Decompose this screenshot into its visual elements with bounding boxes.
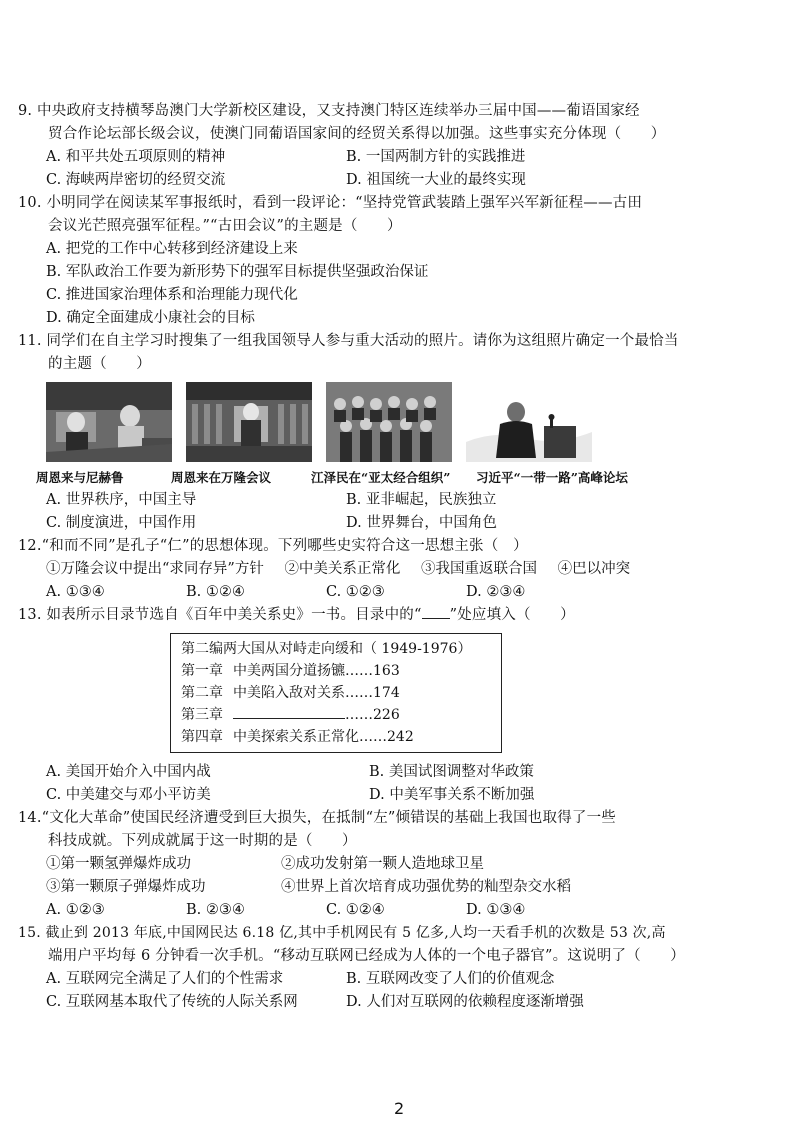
option-a: A. 世界秩序，中国主导 [46,492,197,508]
toc-blank-line [233,704,345,719]
option-b: B. 美国试图调整对华政策 [369,764,534,780]
caption-3: 江泽民在“亚太经合组织” [311,470,451,485]
option-b: B. ②③④ [186,902,245,918]
toc-chapter: 第四章 [181,729,223,745]
question-13-stem-part2: ”处应填入（ ） [449,607,575,623]
item-3: ③第一颗原子弹爆炸成功 [46,879,206,895]
question-15-options [18,968,648,1014]
question-9 [18,100,666,192]
question-13-stem-line1 [18,604,648,627]
question-11-stem-line2: 的主题（ ） [48,356,151,372]
question-14-items [18,853,648,899]
question-12-options [18,581,648,604]
question-15-stem-line2: 端用户平均每 6 分钟看一次手机。“移动互联网已经成为人体的一个电子器官”。这说明了（ ） [48,948,685,964]
question-9-options [18,146,648,192]
question-10 [18,192,648,330]
toc-title: 第二编两大国从对峙走向缓和（ 1949-1976） [181,641,472,657]
question-10-options [18,238,648,330]
question-10-stem-line1: 10. 小明同学在阅读某军事报纸时，看到一段评论：“坚持党管武装踏上强军兴军新征程——古田 [18,195,643,211]
page-number: 2 [394,1099,405,1118]
toc-row [181,704,493,726]
option-b: B. 一国两制方针的实践推进 [346,149,526,165]
option-c: C. 制度演进，中国作用 [46,515,197,531]
question-13 [18,604,648,807]
toc-entry: 中美陷入敌对关系……174 [233,685,400,701]
question-9-stem-line1: 9. 中央政府支持横琴岛澳门大学新校区建设，又支持澳门特区连续举办三届中国——葡语国家经 [18,103,640,119]
option-d: D. 人们对互联网的依赖程度逐渐增强 [346,994,584,1010]
item-4: ④巴以冲突 [557,561,631,577]
option-b: B. 互联网改变了人们的价值观念 [346,971,555,987]
table-of-contents [170,633,502,753]
option-a: A. 和平共处五项原则的精神 [46,149,226,165]
option-b: B. 军队政治工作要为新形势下的强军目标提供坚强政治保证 [46,264,429,280]
option-d: D. 中美军事关系不断加强 [369,787,535,803]
toc-entry: 中美探索关系正常化……242 [233,729,414,745]
option-b: B. 亚非崛起，民族独立 [346,492,497,508]
option-a: A. ①③④ [46,584,105,600]
option-c: C. 推进国家治理体系和治理能力现代化 [46,287,298,303]
option-c: C. 中美建交与邓小平访美 [46,787,211,803]
option-c: C. 海峡两岸密切的经贸交流 [46,172,226,188]
toc-chapter: 第一章 [181,663,223,679]
option-d: D. ①③④ [466,902,526,918]
question-13-options [18,761,648,807]
item-4: ④世界上首次培育成功强优势的籼型杂交水稻 [281,879,571,895]
question-12-stem-line1: 12.“和而不同”是孔子“仁”的思想体现。下列哪些史实符合这一思想主张（ ） [18,538,528,554]
option-b: B. ①②④ [186,584,245,600]
photo-captions [18,466,648,489]
toc-row [181,682,493,704]
exam-page [18,100,685,1014]
item-2: ②中美关系正常化 [284,561,401,577]
option-a: A. 把党的工作中心转移到经济建设上来 [46,241,298,257]
photo-row [18,382,648,462]
question-14-stem-line2: 科技成就。下列成就属于这一时期的是（ ） [48,833,357,849]
toc-row [181,726,493,748]
option-d: D. 确定全面建成小康社会的目标 [46,310,255,326]
option-c: C. ①②③ [326,584,385,600]
item-1: ①第一颗氢弹爆炸成功 [46,856,191,872]
option-a: A. 美国开始介入中国内战 [46,764,211,780]
question-10-stem-line2: 会议光芒照亮强军征程。”“古田会议”的主题是（ ） [48,218,402,234]
option-a: A. ①②③ [46,902,105,918]
photo-jiang-apec [326,382,452,462]
photo-zhou-nehru [46,382,172,462]
option-d: D. 世界舞台，中国角色 [346,515,497,531]
item-1: ①万隆会议中提出“求同存异”方针 [46,561,264,577]
question-15 [18,922,685,1014]
toc-chapter: 第二章 [181,685,223,701]
question-14-options [18,899,648,922]
toc-chapter: 第三章 [181,707,223,723]
question-11-options [18,489,648,535]
photo-xi-belt-road [466,382,592,462]
caption-4: 习近平“一带一路”高峰论坛 [476,470,628,485]
question-12 [18,535,648,604]
toc-entry: 中美两国分道扬镳……163 [233,663,400,679]
question-11 [18,330,679,535]
item-3: ③我国重返联合国 [421,561,538,577]
option-d: D. 祖国统一大业的最终实现 [346,172,526,188]
caption-1: 周恩来与尼赫鲁 [36,470,124,485]
option-d: D. ②③④ [466,584,526,600]
option-a: A. 互联网完全满足了人们的个性需求 [46,971,284,987]
question-11-stem-line1: 11. 同学们在自主学习时搜集了一组我国领导人参与重大活动的照片。请你为这组照片确定一个最恰当 [18,333,679,349]
caption-2: 周恩来在万隆会议 [171,470,272,485]
fill-blank [422,606,450,619]
photo-zhou-bandung [186,382,312,462]
question-13-stem-part1: 13. 如表所示目录节选自《百年中美关系史》一书。目录中的“ [18,607,422,623]
question-12-items [18,558,648,581]
question-9-stem-line2: 贸合作论坛部长级会议，使澳门同葡语国家间的经贸关系得以加强。这些事实充分体现（ ） [48,126,666,142]
question-15-stem-line1: 15. 截止到 2013 年底,中国网民达 6.18 亿,其中手机网民有 5 亿多,人均一天看手机的次数是 53 次,高 [18,925,666,941]
item-2: ②成功发射第一颗人造地球卫星 [281,856,484,872]
question-14 [18,807,648,922]
toc-entry: ……226 [345,707,400,723]
option-c: C. ①②④ [326,902,385,918]
toc-row [181,660,493,682]
question-14-stem-line1: 14.“文化大革命”使国民经济遭受到巨大损失，在抵制“左”倾错误的基础上我国也取得了一些 [18,810,617,826]
option-c: C. 互联网基本取代了传统的人际关系网 [46,994,298,1010]
